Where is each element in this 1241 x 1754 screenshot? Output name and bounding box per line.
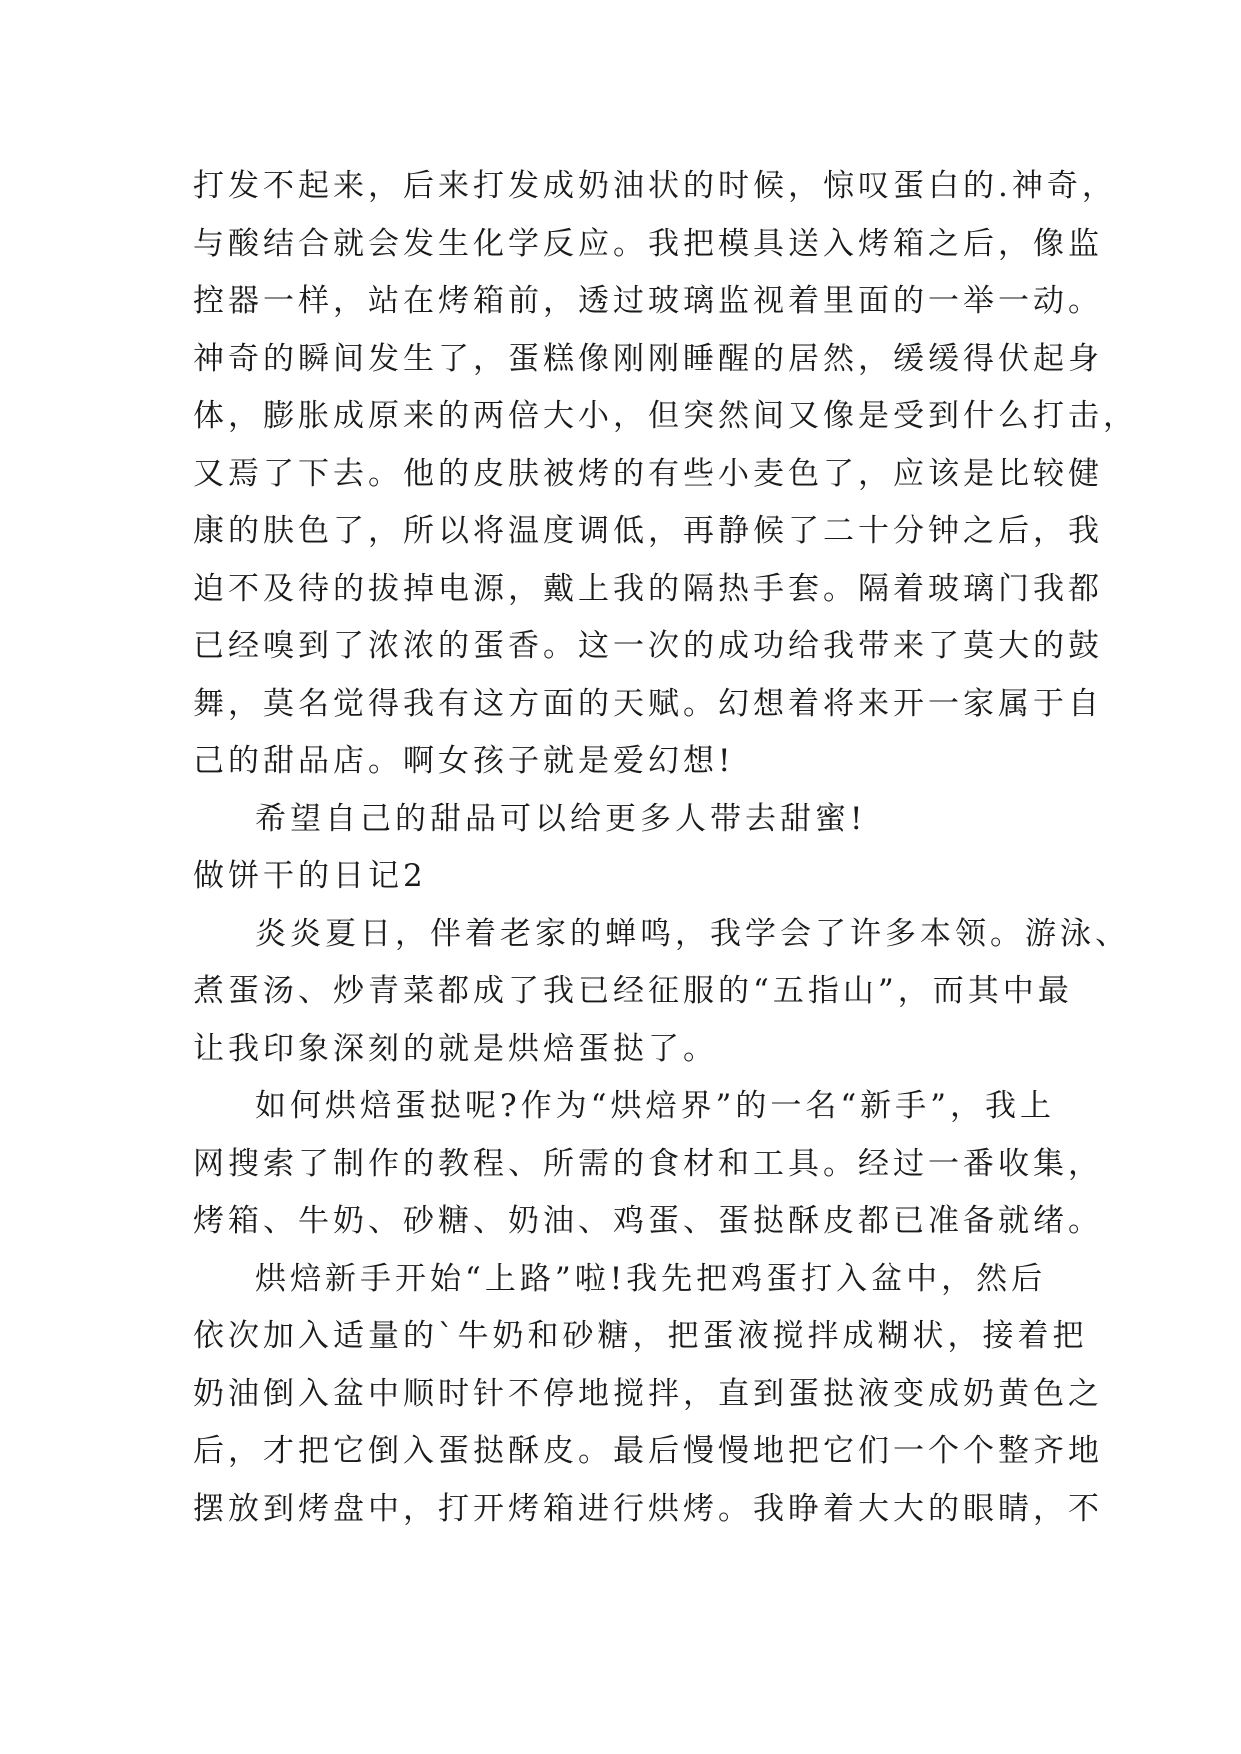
text-line: 摆放到烤盘中，打开烤箱进行烘烤。我睁着大大的眼睛，不 [193,1490,1103,1527]
text-line: 康的肤色了，所以将温度调低，再静候了二十分钟之后，我 [193,513,1103,549]
paragraph-line: 希望自己的甜品可以给更多人带去甜蜜! [255,800,867,837]
text-line: 迫不及待的拔掉电源，戴上我的隔热手套。隔着玻璃门我都 [193,570,1103,607]
text-line: 网搜索了制作的教程、所需的食材和工具。经过一番收集， [193,1145,1103,1182]
paragraph-line: 炎炎夏日，伴着老家的蝉鸣，我学会了许多本领。游泳、 [255,915,1130,952]
text-line: 体，膨胀成原来的两倍大小，但突然间又像是受到什么打击， [193,398,1138,434]
text-line: 舞，莫名觉得我有这方面的天赋。幻想着将来开一家属于自 [193,685,1103,722]
text-line: 又焉了下去。他的皮肤被烤的有些小麦色了，应该是比较健 [193,455,1103,492]
text-line: 奶油倒入盆中顺时针不停地搅拌，直到蛋挞液变成奶黄色之 [193,1375,1103,1412]
text-line: 己的甜品店。啊女孩子就是爱幻想! [193,743,735,779]
text-line: 打发不起来，后来打发成奶油状的时候，惊叹蛋白的.神奇， [193,168,1117,204]
text-line: 煮蛋汤、炒青菜都成了我已经征服的“五指山”，而其中最 [193,973,1073,1009]
text-line: 烤箱、牛奶、砂糖、奶油、鸡蛋、蛋挞酥皮都已准备就绪。 [193,1203,1103,1239]
text-line: 依次加入适量的`牛奶和砂糖，把蛋液搅拌成糊状，接着把 [193,1318,1088,1354]
paragraph-line: 如何烘焙蛋挞呢?作为“烘焙界”的一名“新手”，我上 [255,1088,1056,1124]
text-line: 后，才把它倒入蛋挞酥皮。最后慢慢地把它们一个个整齐地 [193,1433,1103,1469]
section-heading: 做饼干的日记2 [193,858,427,894]
document-body [193,158,1138,1538]
text-line: 神奇的瞬间发生了，蛋糕像刚刚睡醒的居然，缓缓得伏起身 [193,340,1103,377]
text-line: 已经嗅到了浓浓的蛋香。这一次的成功给我带来了莫大的鼓 [193,628,1103,664]
text-line: 让我印象深刻的就是烘焙蛋挞了。 [193,1030,718,1067]
text-line: 控器一样，站在烤箱前，透过玻璃监视着里面的一举一动。 [193,283,1103,319]
paragraph-line: 烘焙新手开始“上路”啦!我先把鸡蛋打入盆中，然后 [255,1260,1047,1297]
text-line: 与酸结合就会发生化学反应。我把模具送入烤箱之后，像监 [193,225,1103,262]
